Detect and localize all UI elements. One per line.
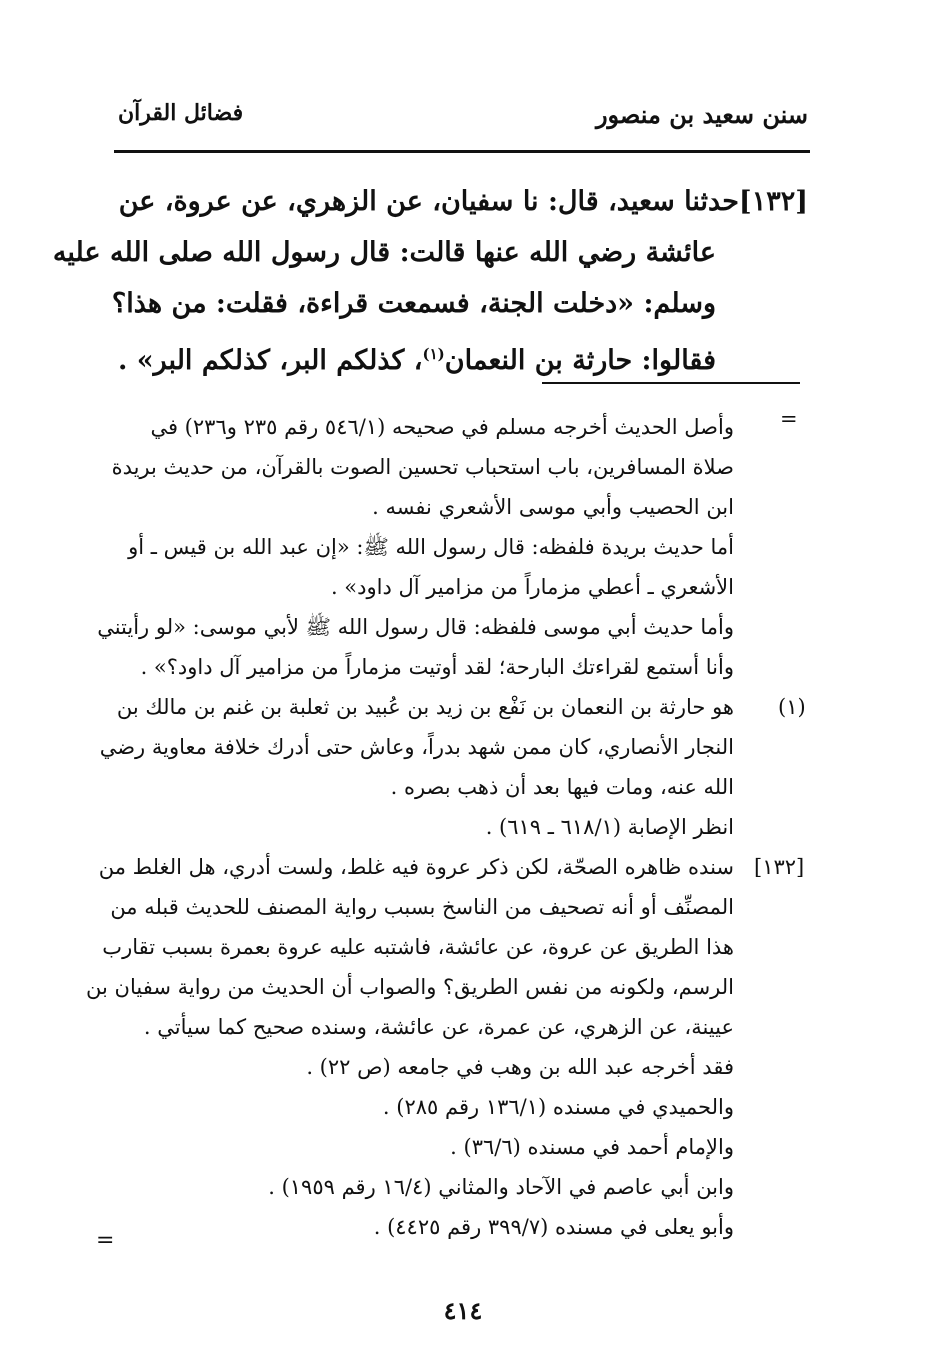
footnote-line: صلاة المسافرين، باب استحباب تحسين الصوت بالقرآن، من حديث بريدة xyxy=(111,455,734,479)
footnote-line: الله عنه، ومات فيها بعد أن ذهب بصره . xyxy=(390,775,734,799)
page-number: ٤١٤ xyxy=(443,1296,483,1325)
footnote-132-marker: [١٣٢] xyxy=(754,855,805,879)
footnote-separator xyxy=(542,382,800,384)
footnote-reference: (١) xyxy=(422,345,445,363)
hadith-line-3: وسلم: «دخلت الجنة، فسمعت قراءة، فقلت: من هذا؟ xyxy=(111,288,716,319)
footnote-line: فقد أخرجه عبد الله بن وهب في جامعه (ص ٢٢) . xyxy=(306,1055,734,1079)
footnote-line: وأصل الحديث أخرجه مسلم في صحيحه (٥٤٦/١ رقم ٢٣٥ و٢٣٦) في xyxy=(150,415,734,439)
footnote-line: هو حارثة بن النعمان بن نَفْع بن زيد بن عُبيد بن ثعلبة بن غنم بن مالك بن xyxy=(116,695,734,719)
footnotes xyxy=(86,407,808,1247)
footnote-line: وأبو يعلى في مسنده (٣٩٩/٧ رقم ٤٤٢٥) . xyxy=(373,1215,734,1239)
footnote-line: والحميدي في مسنده (١٣٦/١ رقم ٢٨٥) . xyxy=(382,1095,734,1119)
hadith-line-2: عائشة رضي الله عنها قالت: قال رسول الله صلى الله عليه xyxy=(52,237,716,268)
footnote-line: سنده ظاهره الصحّة، لكن ذكر عروة فيه غلط، ولست أدري، هل الغلط من xyxy=(98,855,734,879)
footnote-line: الرسم، ولكونه من نفس الطريق؟ والصواب أن الحديث من رواية سفيان بن xyxy=(86,975,734,999)
continuation-marker: = xyxy=(780,407,798,431)
footnote-1-marker: (١) xyxy=(778,695,806,719)
footnote-line: أما حديث بريدة فلفظه: قال رسول الله ﷺ: «إن عبد الله بن قيس ـ أو xyxy=(128,535,734,559)
footnote-line: وأنا أستمع لقراءتك البارحة؛ لقد أوتيت مزماراً من مزامير آل داود؟» . xyxy=(140,655,734,679)
footnote-line: الأشعري ـ أعطي مزماراً من مزامير آل داود» . xyxy=(330,575,734,599)
footnote-line: المصنِّف أو أنه تصحيف من الناسخ بسبب رواية المصنف للحديث قبله من xyxy=(110,895,734,919)
running-header-section-title: فضائل القرآن xyxy=(118,100,244,126)
header-rule xyxy=(114,150,810,153)
footnote-line: عيينة، عن الزهري، عن عمرة، عن عائشة، وسنده صحيح كما سيأتي . xyxy=(143,1015,734,1039)
footnote-line: وابن أبي عاصم في الآحاد والمثاني (١٦/٤ رقم ١٩٥٩) . xyxy=(268,1175,734,1199)
footnote-line: النجار الأنصاري، كان ممن شهد بدراً، وعاش حتى أدرك خلافة معاوية رضي xyxy=(99,735,734,759)
footnote-line: هذا الطريق عن عروة، عن عائشة، فاشتبه عليه عروة بعمرة بسبب تقارب xyxy=(102,935,734,959)
running-header-book-title: سنن سعيد بن منصور xyxy=(595,100,808,129)
hadith-line-1: [١٣٢]حدثنا سعيد، قال: نا سفيان، عن الزهري، عن عروة، عن xyxy=(118,186,808,217)
hadith-number: [١٣٢] xyxy=(738,186,808,217)
hadith-text xyxy=(52,176,808,386)
footnote-line: ابن الحصيب وأبي موسى الأشعري نفسه . xyxy=(372,495,734,519)
hadith-line-4: فقالوا: حارثة بن النعمان$^{(١)}$، كذلكم البر، كذلكم البر» . xyxy=(117,345,716,376)
footnote-line: والإمام أحمد في مسنده (٣٦/٦) . xyxy=(450,1135,734,1159)
footnote-line: انظر الإصابة (٦١٨/١ ـ ٦١٩) . xyxy=(485,815,734,839)
continued-marker: = xyxy=(96,1228,115,1253)
footnote-line: وأما حديث أبي موسى فلفظه: قال رسول الله ﷺ لأبي موسى: «لو رأيتني xyxy=(97,615,734,639)
